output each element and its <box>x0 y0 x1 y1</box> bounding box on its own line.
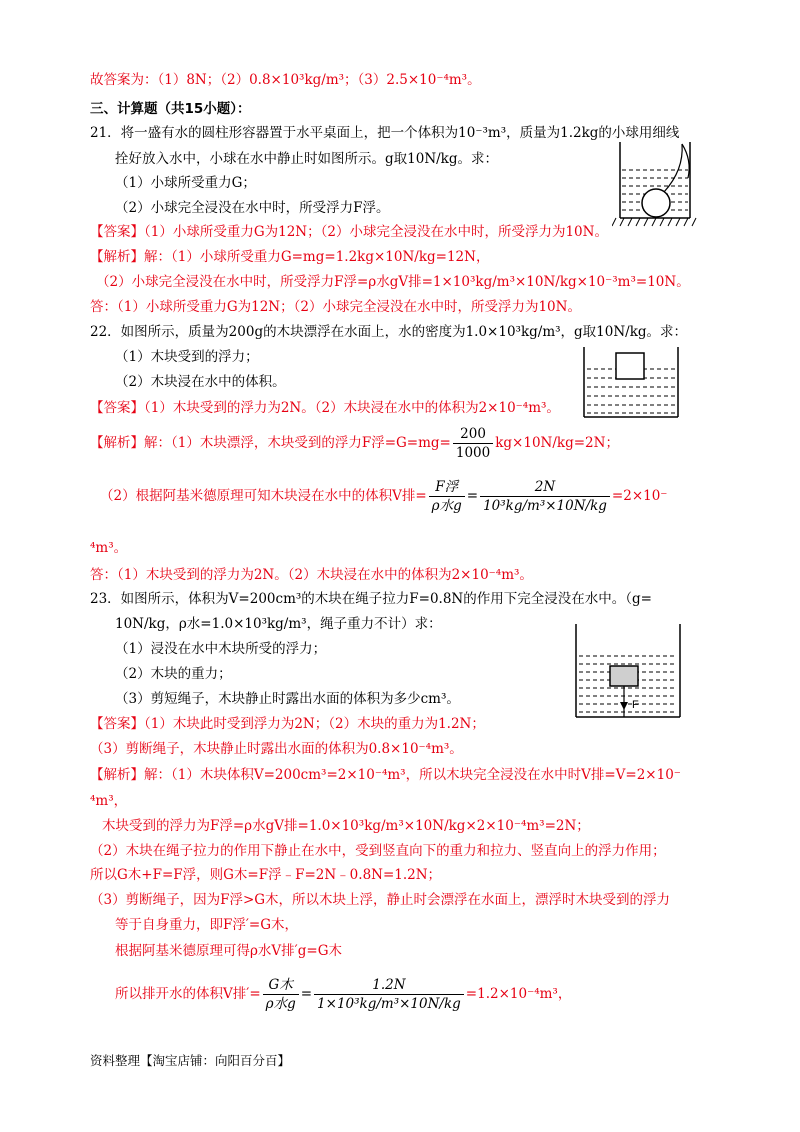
q23-analysis-line2: 木块受到的浮力为F浮=ρ水gV排=1.0×10³kg/m³×10N/kg×2×10⁻⁴m³=2N； <box>102 818 590 834</box>
q22-sub2: （2）木块浸在水中的体积。 <box>115 374 286 390</box>
q22-figure-floating-block <box>582 345 682 420</box>
fraction-denominator: 1×10³kg/m³×10N/kg <box>317 996 461 1012</box>
analysis-text: kg×10N/kg=2N； <box>495 435 619 451</box>
answer-text: （1）木块受到的浮力为2N。（2）木块浸在水中的体积为2×10⁻⁴m³。 <box>144 400 560 416</box>
answer-text: （1）小球所受重力G为12N；（2）小球完全浸没在水中时，所受浮力为10N。 <box>144 224 608 240</box>
q21-answer <box>90 223 608 241</box>
q23-stem-line1: 23．如图所示，体积为V=200cm³的木块在绳子拉力F=0.8N的作用下完全浸没在水中。（g= <box>90 591 652 607</box>
fraction-denominator: ρ水g <box>265 996 296 1012</box>
analysis-tag: 【解析】 <box>90 435 144 451</box>
q23-answer-line2: （3）剪断绳子，木块静止时露出水面的体积为0.8×10⁻⁴m³。 <box>90 741 463 757</box>
answer-tag: 【答案】 <box>90 224 144 240</box>
answer-tag: 【答案】 <box>90 400 144 416</box>
analysis-text: 解：（1）小球所受重力G=mg=1.2kg×10N/kg=12N， <box>144 249 490 265</box>
q21-analysis-line2: （2）小球完全浸没在水中时，所受浮力F浮=ρ水gV排=1×10³kg/m³×10N/kg×10⁻³m³=10N。 <box>96 274 690 290</box>
fraction-numerator: F浮 <box>429 478 465 497</box>
q22-analysis-line2: （2）根据阿基米德原理可知木块浸在水中的体积V排= $\frac{\text{F浮}}{\text{ρ水g}}$ = $\frac{2N}{\text{10³kg/m³×10N/kg}}$ =2×10⁻ <box>100 479 668 514</box>
fraction-formula <box>429 478 465 515</box>
q23-answer-line1 <box>90 715 485 733</box>
q21-sub2: （2）小球完全浸没在水中时，所受浮力F浮。 <box>115 200 390 216</box>
fraction-denominator: ρ水g <box>431 498 462 514</box>
q23-analysis-line7: 根据阿基米德原理可得ρ水V排′g=G木 <box>115 943 342 959</box>
q21-analysis-line1 <box>90 248 489 266</box>
q23-analysis-line8: 所以排开水的体积V排′= $\frac{\text{G木}}{\text{ρ水g}}$ = $\frac{1.2N}{\text{1×10³kg/m³×10N/kg}}$ =1.2×10⁻⁴m³， <box>115 977 572 1012</box>
q23-figure-submerged-block <box>574 622 684 720</box>
q22-answer <box>90 399 560 417</box>
fraction-denominator: 10³kg/m³×10N/kg <box>483 498 607 514</box>
previous-answer-line: 故答案为：（1）8N；（2）0.8×10³kg/m³；（3）2.5×10⁻⁴m³。 <box>90 72 481 88</box>
q23-analysis-line5: （3）剪断绳子，因为F浮>G木，所以木块上浮，静止时会漂浮在水面上，漂浮时木块受到的浮力 <box>90 892 671 908</box>
q23-sub3: （3）剪短绳子，木块静止时露出水面的体积为多少cm³。 <box>115 691 460 707</box>
footer-source: 资料整理【淘宝店铺：向阳百分百】 <box>90 1053 291 1068</box>
q22-analysis-line1 <box>90 424 619 462</box>
fraction-values <box>480 478 610 515</box>
q23-sub2: （2）木块的重力； <box>115 666 232 682</box>
fraction-mass <box>453 425 493 462</box>
q23-analysis-line4: 所以G木+F=F浮，则G木=F浮﹣F=2N﹣0.8N=1.2N； <box>90 867 442 883</box>
fraction-formula <box>263 976 299 1013</box>
q21-figure-container-ball <box>612 140 702 228</box>
q21-stem-line2: 拴好放入水中，小球在水中静止时如图所示。g取10N/kg。求： <box>115 151 499 167</box>
analysis-tag: 【解析】 <box>90 249 144 265</box>
q22-sub1: （1）木块受到的浮力； <box>115 349 259 365</box>
analysis-text: （2）根据阿基米德原理可知木块浸在水中的体积V排= <box>100 488 427 504</box>
q21-stem-line1: 21．将一盛有水的圆柱形容器置于水平桌面上，把一个体积为10⁻³m³，质量为1.2kg的小球用细线 <box>90 125 680 141</box>
analysis-text: =2×10⁻ <box>611 488 668 504</box>
q23-sub1: （1）浸没在水中木块所受的浮力； <box>115 641 327 657</box>
force-label: F <box>632 699 639 711</box>
fraction-denominator: 1000 <box>455 445 491 461</box>
analysis-tag: 【解析】 <box>90 767 144 783</box>
q21-sub1: （1）小球所受重力G； <box>115 175 256 191</box>
q23-analysis-line1 <box>90 766 681 784</box>
analysis-text: =1.2×10⁻⁴m³， <box>465 986 572 1002</box>
q23-analysis-line6: 等于自身重力，即F浮′=G木， <box>115 917 299 933</box>
section-title: 三、计算题（共15小题）： <box>90 101 251 117</box>
analysis-text: 解：（1）木块体积V=200cm³=2×10⁻⁴m³，所以木块完全浸没在水中时V排=V=2×10⁻ <box>144 767 681 783</box>
fraction-numerator: G木 <box>263 976 299 995</box>
q23-analysis-wrap: ⁴m³， <box>90 793 128 809</box>
q22-final-answer: 答：（1）木块受到的浮力为2N。（2）木块浸在水中的体积为2×10⁻⁴m³。 <box>90 567 533 583</box>
answer-tag: 【答案】 <box>90 716 144 732</box>
analysis-text: 解：（1）木块漂浮，木块受到的浮力F浮=G=mg= <box>144 435 451 451</box>
q22-stem-line1: 22．如图所示，质量为200g的木块漂浮在水面上，水的密度为1.0×10³kg/m³，g取10N/kg。求： <box>90 324 688 340</box>
fraction-numerator: 1.2N <box>314 976 464 995</box>
q23-stem-line2: 10N/kg，ρ水=1.0×10³kg/m³，绳子重力不计）求： <box>115 616 442 632</box>
q21-final-answer: 答：（1）小球所受重力G为12N；（2）小球完全浸没在水中时，所受浮力为10N。 <box>90 299 581 315</box>
fraction-numerator: 200 <box>453 425 493 444</box>
fraction-values <box>314 976 464 1013</box>
q22-analysis-wrap: ⁴m³。 <box>90 540 128 556</box>
q23-analysis-line3: （2）木块在绳子拉力的作用下静止在水中，受到竖直向下的重力和拉力、竖直向上的浮力作用； <box>90 843 666 859</box>
analysis-text: 所以排开水的体积V排′= <box>115 986 261 1002</box>
answer-text: （1）木块此时受到浮力为2N；（2）木块的重力为1.2N； <box>144 716 485 732</box>
fraction-numerator: 2N <box>480 478 610 497</box>
